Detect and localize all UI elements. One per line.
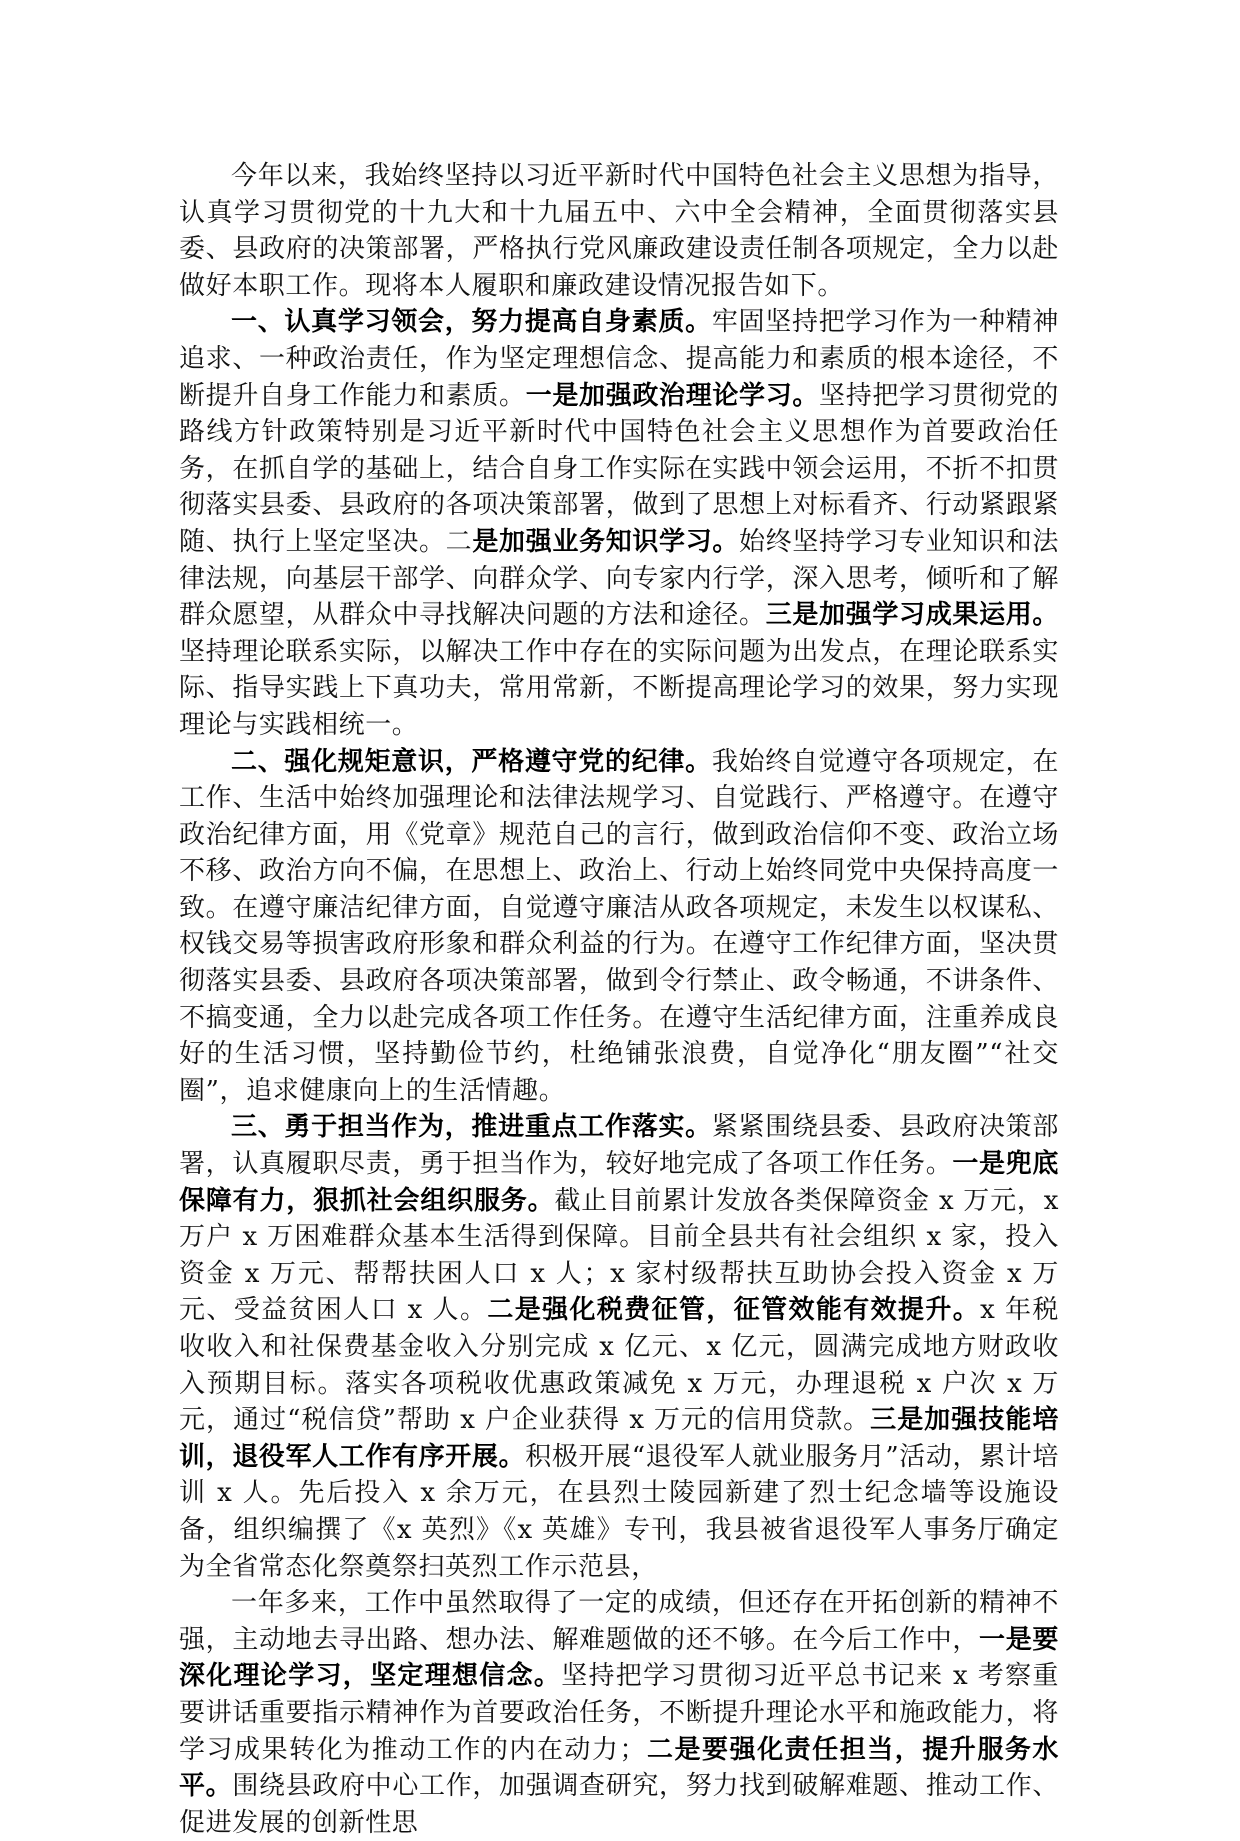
paragraph-text: 一年多来，工作中虽然取得了一定的成绩，但还存在开拓创新的精神不强，主动地去寻出路、想办法、解难题做的还不够。在今后工作中， [179, 1588, 1059, 1655]
subheading: 是加强业务知识学习。 [472, 526, 740, 557]
paragraph-text: 坚持把学习贯彻习近平总书记来 x 考察重要讲话重要指示精神作为首要政治任务，不断提升理论水平和施政能力，将学习成果转化为推动工作的内在动力； [179, 1661, 1059, 1765]
paragraph-text: 坚持把学习贯彻党的路线方针政策特别是习近平新时代中国特色社会主义思想作为首要政治任务，在抓自学的基础上，结合自身工作实际在实践中领会运用，不折不扣贯彻落实县委、县政府的各项决策部署，做到了思想上对标看齐、行动紧跟紧随、执行上坚定坚决。二 [179, 380, 1059, 557]
section-heading: 三、勇于担当作为，推进重点工作落实。 [231, 1112, 712, 1143]
paragraph-section-two [179, 744, 1059, 1110]
subheading: 一是加强政治理论学习。 [525, 380, 820, 411]
paragraph-text: 围绕县政府中心工作，加强调查研究，努力找到破解难题、推动工作、促进发展的创新性思 [179, 1771, 1059, 1838]
paragraph-text: x 年税收收入和社保费基金收入分别完成 x 亿元、x 亿元，圆满完成地方财政收入预期目标。落实各项税收优惠政策减免 x 万元，办理退税 x 户次 x 万元，通过“税信贷”帮助 x 户企业获得 x 万元的信用贷款。 [179, 1295, 1060, 1436]
subheading: 二是强化税费征管，征管效能有效提升。 [487, 1295, 981, 1326]
paragraph-section-three [179, 1109, 1059, 1585]
subheading: 三是加强学习成果运用。 [765, 600, 1060, 631]
document-body [179, 158, 1059, 1841]
paragraph-section-one [179, 304, 1059, 743]
paragraph-text: 我始终自觉遵守各项规定，在工作、生活中始终加强理论和法律法规学习、自觉践行、严格遵守。在遵守政治纪律方面，用《党章》规范自己的言行，做到政治信仰不变、政治立场不移、政治方向不偏，在思想上、政治上、行动上始终同党中央保持高度一致。在遵守廉洁纪律方面，自觉遵守廉洁从政各项规定，未发生以权谋私、权钱交易等损害政府形象和群众利益的行为。在遵守工作纪律方面，坚决贯彻落实县委、县政府各项决策部署，做到令行禁止、政令畅通，不讲条件、不搞变通，全力以赴完成各项工作任务。在遵守生活纪律方面，注重养成良好的生活习惯，坚持勤俭节约，杜绝铺张浪费，自觉净化“朋友圈”“社交圈”，追求健康向上的生活情趣。 [179, 746, 1059, 1106]
paragraph-text: 始终坚持学习专业知识和法律法规，向基层干部学、向群众学、向专家内行学，深入思考，倾听和了解群众愿望，从群众中寻找解决问题的方法和途径。 [179, 526, 1059, 631]
paragraph-conclusion [179, 1585, 1059, 1841]
paragraph-intro [179, 158, 1059, 304]
subheading: 三是加强技能培训，退役军人工作有序开展。 [179, 1405, 1059, 1472]
subheading: 一是兜底保障有力，狠抓社会组织服务。 [179, 1149, 1059, 1216]
paragraph-text: 牢固坚持把学习作为一种精神追求、一种政治责任，作为坚定理想信念、提高能力和素质的根本途径，不断提升自身工作能力和素质。 [179, 307, 1059, 411]
paragraph-text: 坚持理论联系实际，以解决工作中存在的实际问题为出发点，在理论联系实际、指导实践上下真功夫，常用常新，不断提高理论学习的效果，努力实现理论与实践相统一。 [179, 636, 1059, 740]
paragraph-text: 紧紧围绕县委、县政府决策部署，认真履职尽责，勇于担当作为，较好地完成了各项工作任务。 [179, 1112, 1059, 1180]
paragraph-text: 截止目前累计发放各类保障资金 x 万元，x 万户 x 万困难群众基本生活得到保障。目前全县共有社会组织 x 家，投入资金 x 万元、帮帮扶困人口 x 人；x 家村级帮扶互助协会投入资金 x 万元、受益贫困人口 x 人。 [179, 1185, 1059, 1326]
section-heading: 二、强化规矩意识，严格遵守党的纪律。 [231, 746, 712, 777]
section-heading: 一、认真学习领会，努力提高自身素质。 [231, 307, 712, 338]
subheading: 一是要深化理论学习，坚定理想信念。 [179, 1624, 1059, 1692]
paragraph-text: 今年以来，我始终坚持以习近平新时代中国特色社会主义思想为指导，认真学习贯彻党的十九大和十九届五中、六中全会精神，全面贯彻落实县委、县政府的决策部署，严格执行党风廉政建设责任制各项规定，全力以赴做好本职工作。现将本人履职和廉政建设情况报告如下。 [179, 161, 1059, 301]
subheading: 二是要强化责任担当，提升服务水平。 [179, 1734, 1059, 1802]
paragraph-text: 积极开展“退役军人就业服务月”活动，累计培训 x 人。先后投入 x 余万元，在县烈士陵园新建了烈士纪念墙等设施设备，组织编撰了《x 英烈》《x 英雄》专刊，我县被省退役军人事务厅确定为全省常态化祭奠祭扫英烈工作示范县， [179, 1441, 1059, 1582]
